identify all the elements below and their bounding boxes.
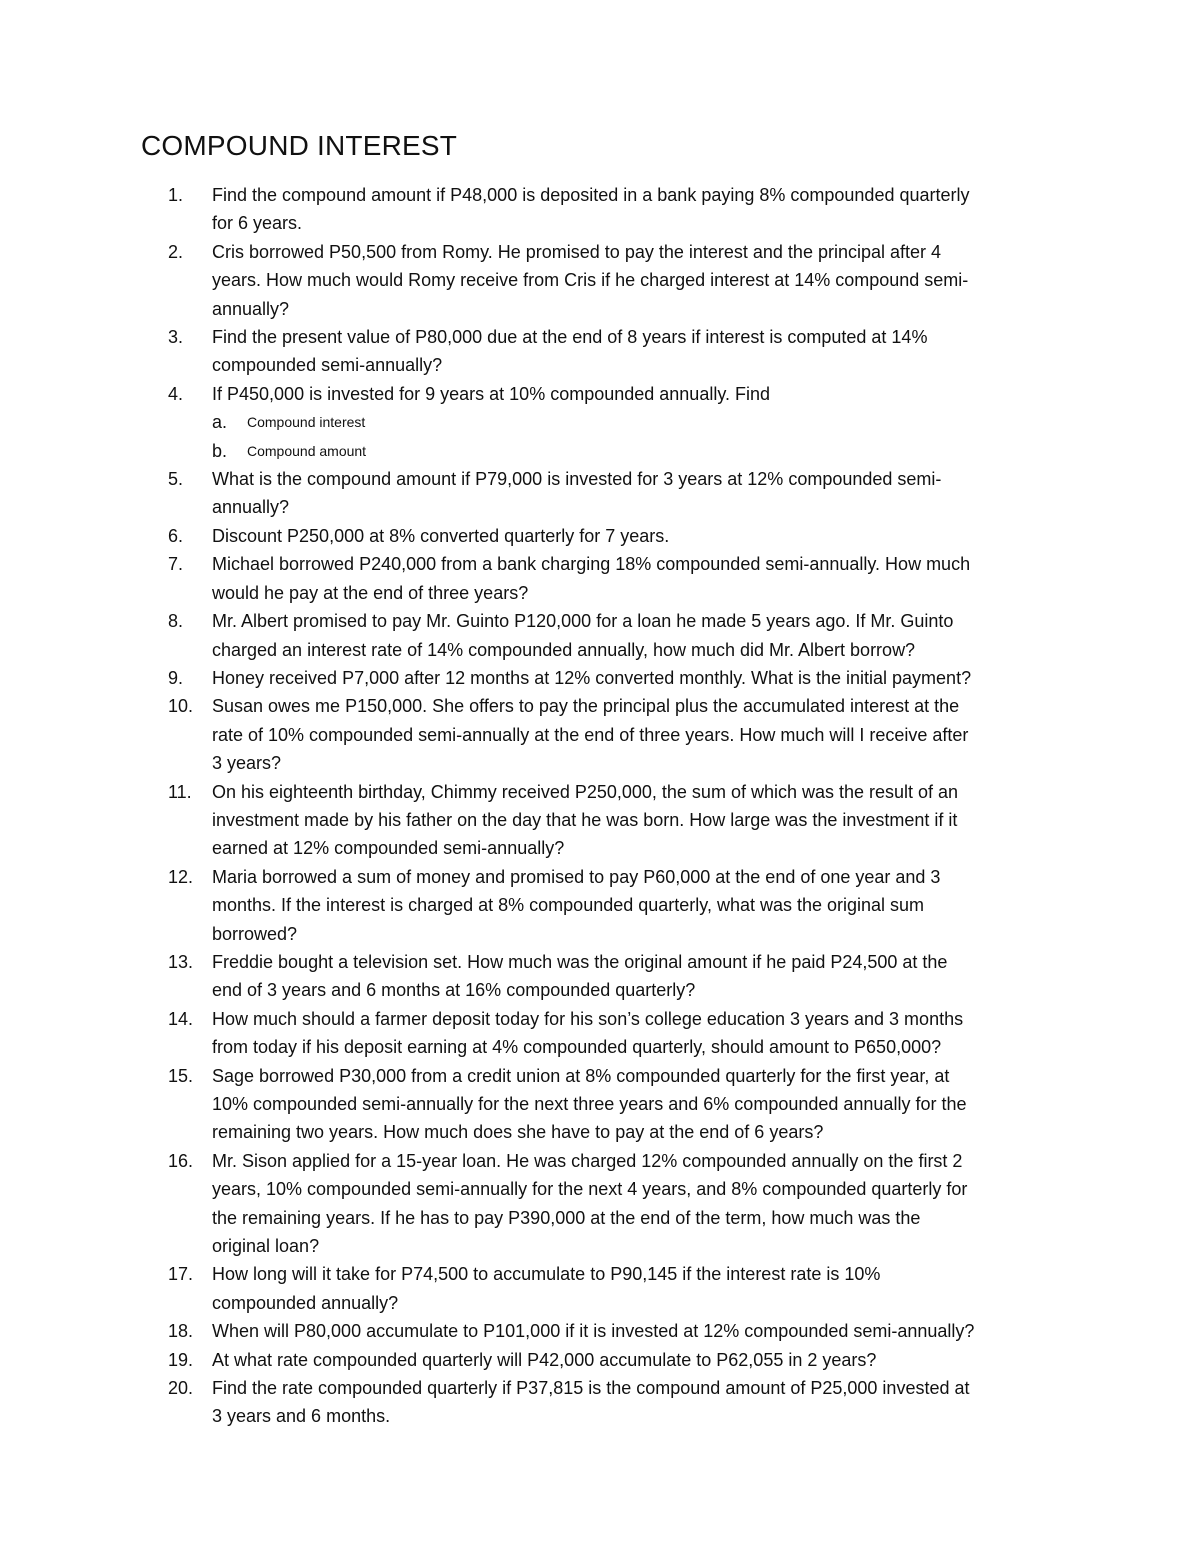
problem-text-line: 3 years? [212,753,282,774]
problem-text [212,1005,1060,1062]
problem-text-line: end of 3 years and 6 months at 16% compounded quarterly? [212,980,696,1001]
problem-text [212,323,1060,380]
problem-text-line: When will P80,000 accumulate to P101,000 if it is invested at 12% compounded semi-annually? [212,1321,975,1342]
problem-text-line: 3 years and 6 months. [212,1406,391,1427]
problem-text-line: charged an interest rate of 14% compounded annually, how much did Mr. Albert borrow? [212,639,916,660]
problem-item [0,550,1200,607]
problem-text-line: annually? [212,497,290,518]
problem-text [212,1260,1060,1317]
problem-number: 4. [168,383,184,404]
problem-text-line: If P450,000 is invested for 9 years at 10% compounded annually. Find [212,383,771,404]
problem-text-line: months. If the interest is charged at 8% compounded quarterly, what was the original sum [212,895,925,916]
problem-number: 12. [168,866,194,887]
problem-text-line: investment made by his father on the day that he was born. How large was the investment if it [212,809,958,830]
problem-text [212,1346,1060,1374]
problem-text [212,550,1060,607]
problem-text [212,465,1060,522]
sub-question-list [0,408,1200,465]
sub-question-text: Compound interest [247,414,366,431]
problem-text-line: Freddie bought a television set. How much was the original amount if he paid P24,500 at the [212,951,948,972]
problem-text-line: would he pay at the end of three years? [212,582,529,603]
problem-text [212,1062,1060,1147]
problem-number: 5. [168,469,184,490]
problem-text [212,522,1060,550]
problem-number: 9. [168,667,184,688]
problem-item [0,1147,1200,1261]
problem-text [212,863,1060,948]
problem-number: 3. [168,327,184,348]
problem-item [0,380,1200,465]
problem-item [0,238,1200,323]
problem-text-line: 10% compounded semi-annually for the next three years and 6% compounded annually for the [212,1094,967,1114]
problem-text-line: from today if his deposit earning at 4% compounded quarterly, should amount to P650,000? [212,1037,942,1058]
problem-item [0,323,1200,380]
problem-item [0,863,1200,948]
problem-number: 13. [168,951,194,972]
problem-item [0,664,1200,692]
problem-text-line: the remaining years. If he has to pay P390,000 at the end of the term, how much was the [212,1207,921,1228]
sub-question-letter: a. [212,412,228,433]
problem-text-line: At what rate compounded quarterly will P42,000 accumulate to P62,055 in 2 years? [212,1349,877,1370]
problem-number: 8. [168,611,184,632]
problem-number: 2. [168,241,184,262]
problem-item [0,1260,1200,1317]
problem-text-line: Find the present value of P80,000 due at the end of 8 years if interest is computed at 14% [212,327,928,348]
problem-text-line: annually? [212,298,290,319]
problem-item [0,778,1200,863]
problem-text-line: Susan owes me P150,000. She offers to pay the principal plus the accumulated interest at the [212,696,960,717]
problem-number: 20. [168,1378,194,1399]
problem-text-line: compounded semi-annually? [212,355,443,376]
problem-item [0,1062,1200,1147]
problem-list [0,181,1200,1431]
problem-text [212,664,1060,692]
problem-text-line: Find the compound amount if P48,000 is deposited in a bank paying 8% compounded quarterly [212,185,970,205]
problem-text-line: Mr. Albert promised to pay Mr. Guinto P120,000 for a loan he made 5 years ago. If Mr. Guinto [212,611,954,632]
problem-text [212,380,1060,408]
problem-text-line: What is the compound amount if P79,000 is invested for 3 years at 12% compounded semi- [212,469,942,490]
problem-text-line: borrowed? [212,923,298,944]
problem-item [0,607,1200,664]
problem-item [0,1005,1200,1062]
sub-question-item [0,437,1200,465]
problem-item [0,948,1200,1005]
problem-text-line: Mr. Sison applied for a 15-year loan. He was charged 12% compounded annually on the first 2 [212,1150,963,1171]
problem-item [0,522,1200,550]
problem-item [0,1374,1200,1431]
problem-text-line: How much should a farmer deposit today for his son’s college education 3 years and 3 months [212,1008,964,1029]
document-title: COMPOUND INTEREST [141,130,458,161]
problem-text-line: How long will it take for P74,500 to accumulate to P90,145 if the interest rate is 10% [212,1264,881,1285]
problem-text-line: Find the rate compounded quarterly if P37,815 is the compound amount of P25,000 invested at [212,1378,970,1399]
problem-text-line: Cris borrowed P50,500 from Romy. He promised to pay the interest and the principal after 4 [212,241,942,262]
problem-item [0,692,1200,777]
problem-number: 15. [168,1065,194,1086]
problem-text [212,692,1060,777]
problem-number: 18. [168,1321,194,1342]
problem-text [212,181,1060,238]
problem-number: 19. [168,1349,194,1370]
problem-item [0,1346,1200,1374]
problem-text-line: Maria borrowed a sum of money and promised to pay P60,000 at the end of one year and 3 [212,866,941,887]
problem-text-line: for 6 years. [212,213,303,234]
problem-text [212,778,1060,863]
problem-text-line: Discount P250,000 at 8% converted quarterly for 7 years. [212,525,670,546]
problem-number: 6. [168,525,184,546]
problem-text-line: earned at 12% compounded semi-annually? [212,838,565,859]
problem-item [0,1317,1200,1345]
problem-text-line: Honey received P7,000 after 12 months at 12% converted monthly. What is the initial payment? [212,667,972,688]
problem-number: 14. [168,1008,194,1029]
problem-number: 1. [168,185,184,205]
problem-text [212,238,1060,323]
problem-text-line: On his eighteenth birthday, Chimmy received P250,000, the sum of which was the result of an [212,781,959,802]
problem-item [0,465,1200,522]
problem-text-line: original loan? [212,1236,320,1257]
problem-text-line: compounded annually? [212,1292,399,1313]
problem-text-line: rate of 10% compounded semi-annually at the end of three years. How much will I receive after [212,724,969,745]
problem-number: 17. [168,1264,194,1285]
problem-text [212,1317,1060,1345]
sub-question-letter: b. [212,440,228,461]
sub-question-text: Compound amount [247,442,367,459]
problem-text [212,948,1060,1005]
problem-text [212,1147,1060,1261]
problem-number: 11. [168,781,192,802]
problem-text-line: remaining two years. How much does she have to pay at the end of 6 years? [212,1122,824,1143]
problem-text-line: Michael borrowed P240,000 from a bank charging 18% compounded semi-annually. How much [212,554,971,575]
problem-number: 16. [168,1150,194,1171]
sub-question-item [0,408,1200,436]
problem-text [212,607,1060,664]
problem-text-line: Sage borrowed P30,000 from a credit union at 8% compounded quarterly for the first year, at [212,1065,950,1086]
problem-text-line: years. How much would Romy receive from Cris if he charged interest at 14% compound semi- [212,270,969,291]
problem-number: 7. [168,554,184,575]
problem-text-line: years, 10% compounded semi-annually for the next 4 years, and 8% compounded quarterly for [212,1179,968,1200]
problem-number: 10. [168,696,194,717]
problem-item [0,181,1200,238]
problem-text [212,1374,1060,1431]
